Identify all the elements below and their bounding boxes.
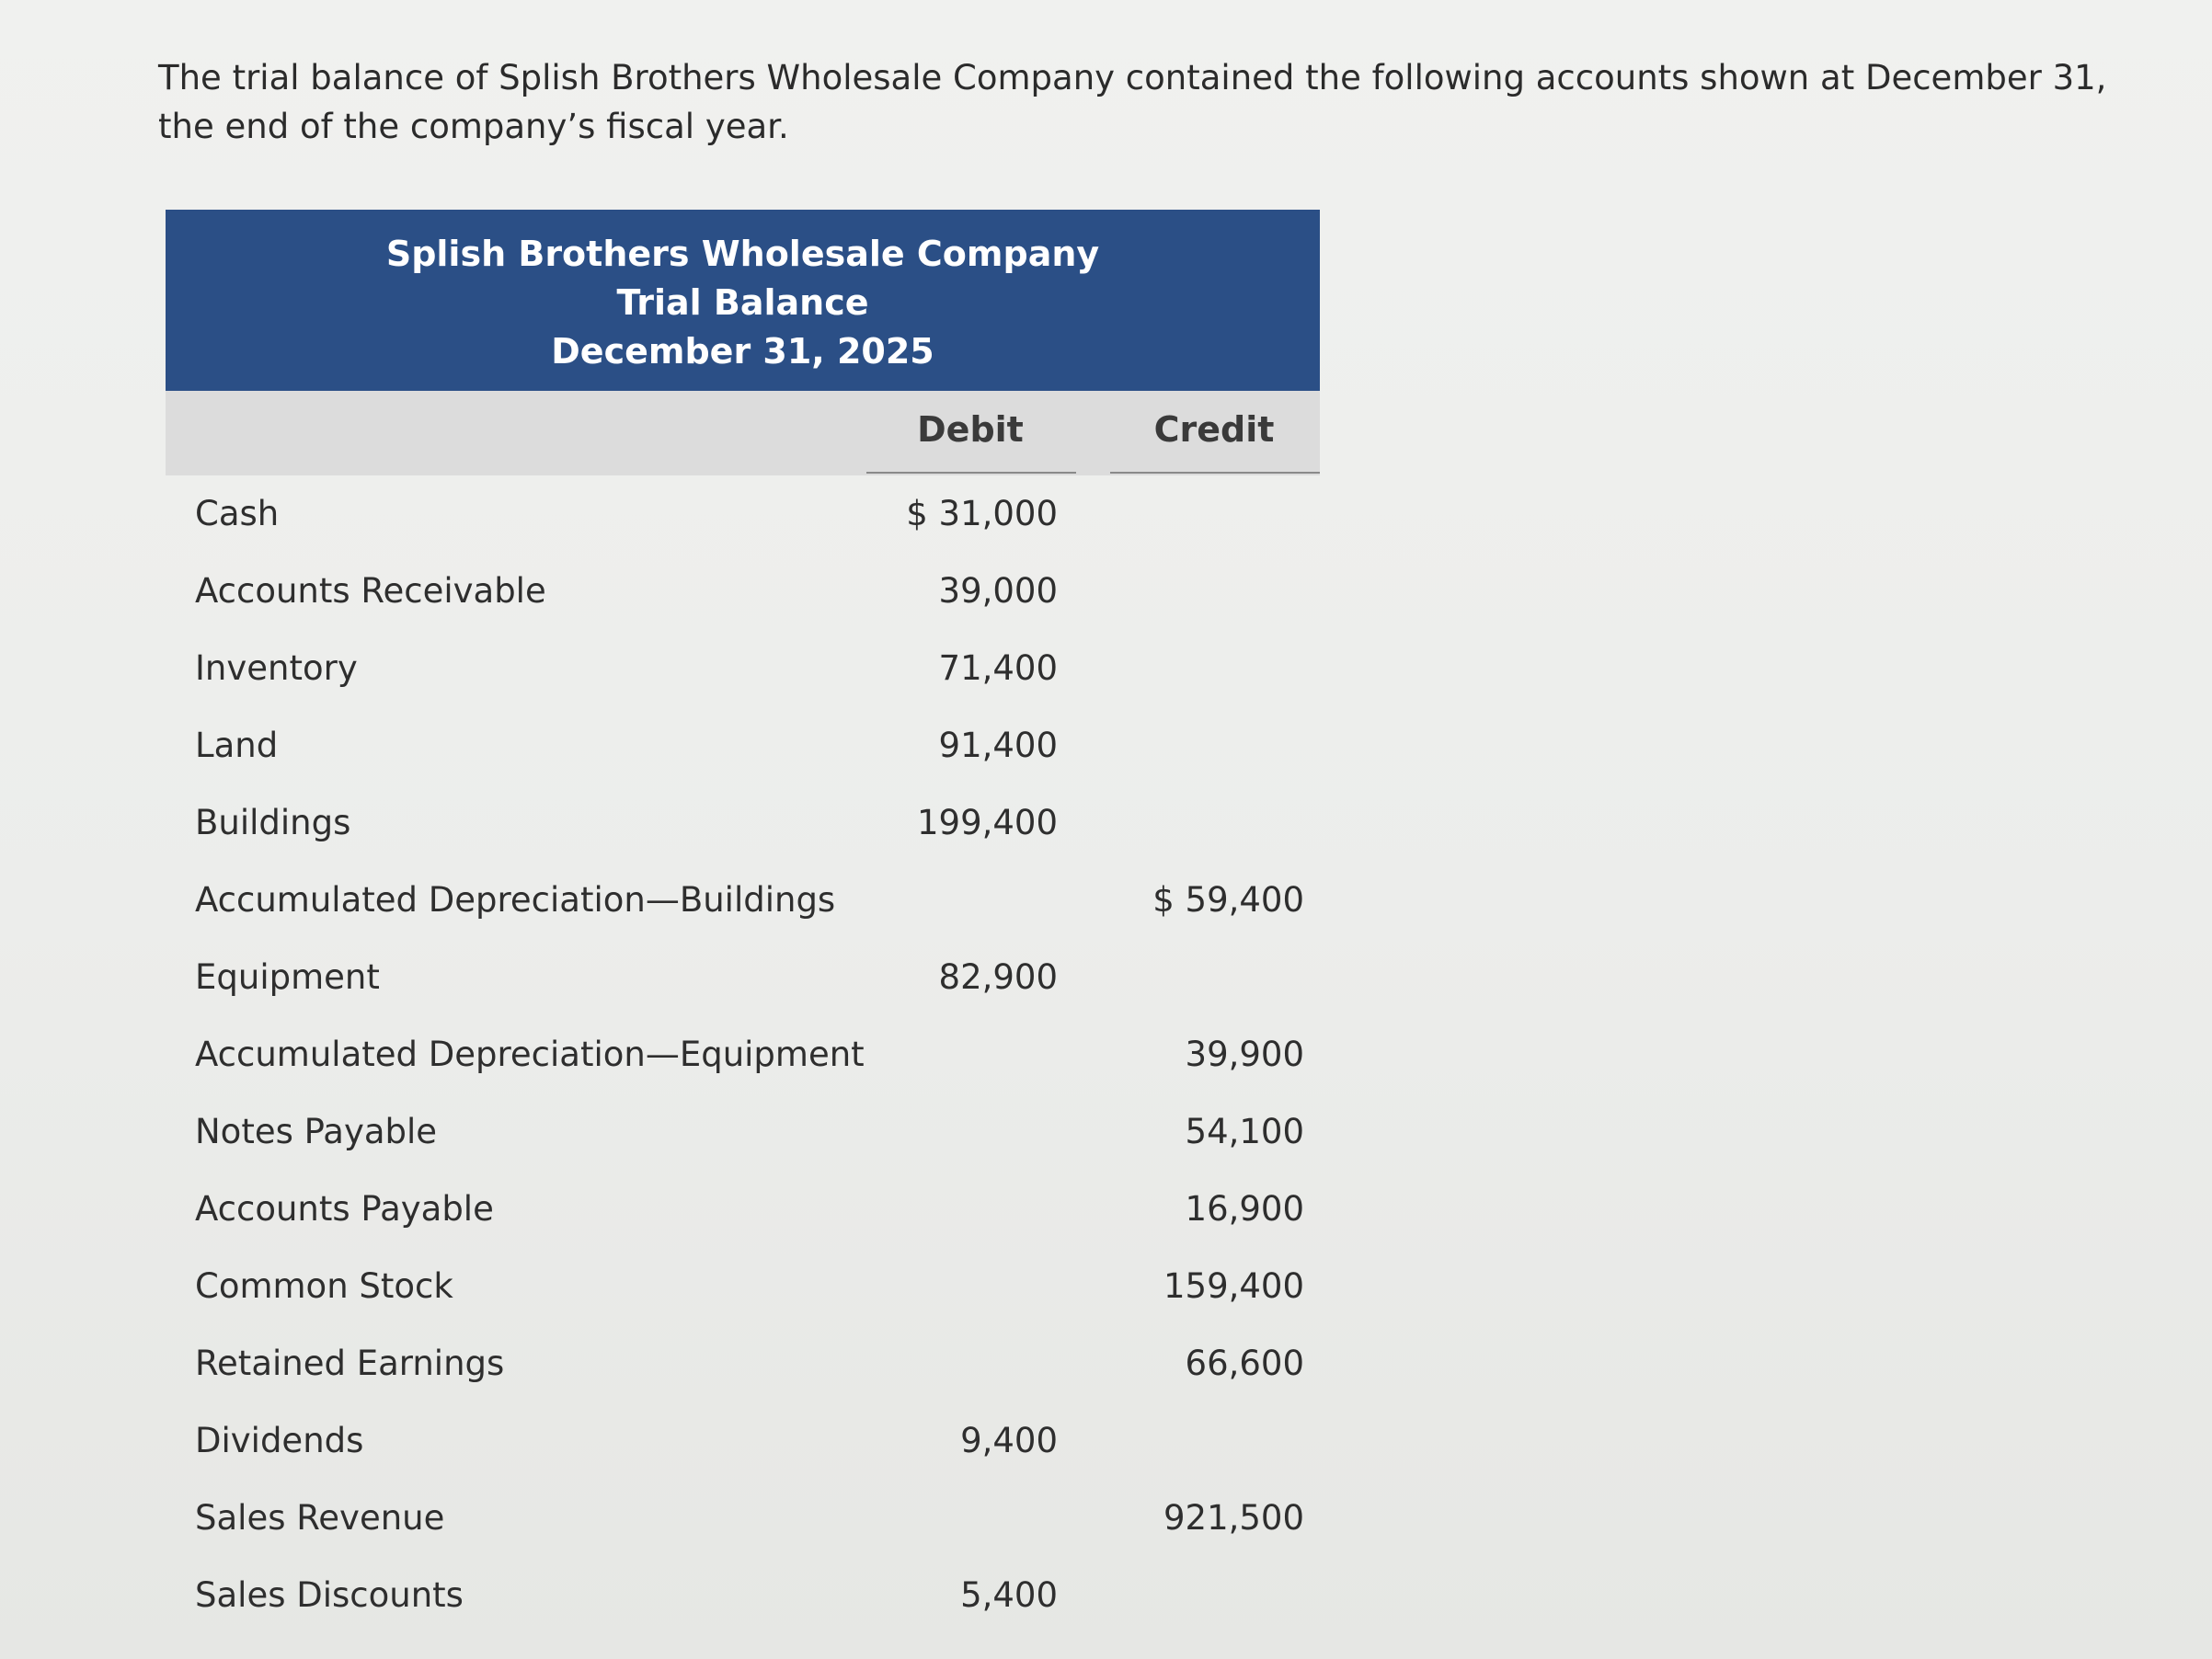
credit-amount: $ 59,400 (1152, 880, 1304, 920)
credit-amount: 66,600 (1185, 1344, 1304, 1383)
debit-amount: 5,400 (960, 1575, 1058, 1615)
account-name: Retained Earnings (195, 1344, 505, 1383)
table-row (166, 1093, 1320, 1171)
credit-amount: 159,400 (1163, 1266, 1304, 1306)
debit-amount: 39,000 (938, 571, 1058, 611)
table-row (166, 1557, 1320, 1634)
table-row (166, 862, 1320, 939)
table-row (166, 1016, 1320, 1093)
statement-date: December 31, 2025 (551, 331, 934, 372)
debit-amount: 71,400 (938, 648, 1058, 688)
statement-title: Trial Balance (616, 282, 869, 323)
account-name: Cash (195, 494, 280, 533)
table-row (166, 1480, 1320, 1557)
table-row (166, 630, 1320, 707)
credit-amount: 921,500 (1163, 1498, 1304, 1538)
debit-header-underline (866, 472, 1076, 474)
credit-header-underline (1110, 472, 1320, 474)
table-row (166, 1402, 1320, 1480)
account-name: Notes Payable (195, 1112, 438, 1151)
account-name: Buildings (195, 803, 351, 842)
account-name: Accounts Receivable (195, 571, 546, 611)
debit-amount: 199,400 (916, 803, 1058, 842)
account-name: Inventory (195, 648, 358, 688)
table-row (166, 939, 1320, 1016)
account-name: Accumulated Depreciation—Buildings (195, 880, 836, 920)
account-name: Land (195, 726, 279, 765)
table-row (166, 1248, 1320, 1325)
trial-balance-table (166, 210, 1320, 1634)
account-name: Sales Revenue (195, 1498, 445, 1538)
column-header-row (166, 391, 1320, 475)
table-row (166, 707, 1320, 784)
account-name: Accumulated Depreciation—Equipment (195, 1035, 865, 1074)
account-name: Equipment (195, 957, 380, 997)
table-row (166, 1325, 1320, 1402)
table-row (166, 553, 1320, 630)
credit-amount: 16,900 (1185, 1189, 1304, 1229)
account-name: Common Stock (195, 1266, 453, 1306)
table-header (166, 210, 1320, 391)
problem-prompt: The trial balance of Splish Brothers Wholesale Company contained the following accounts shown at December 31, the end of the company’s fiscal year. (158, 58, 2107, 146)
table-row (166, 1171, 1320, 1248)
account-name: Dividends (195, 1421, 364, 1460)
table-row (166, 475, 1320, 553)
debit-amount: 91,400 (938, 726, 1058, 765)
account-name: Sales Discounts (195, 1575, 464, 1615)
debit-column-header: Debit (917, 409, 1024, 450)
account-rows (166, 475, 1320, 1634)
table-row (166, 784, 1320, 862)
debit-amount: $ 31,000 (906, 494, 1058, 533)
debit-amount: 9,400 (960, 1421, 1058, 1460)
credit-column-header: Credit (1153, 409, 1275, 450)
account-name: Accounts Payable (195, 1189, 494, 1229)
company-name: Splish Brothers Wholesale Company (385, 234, 1100, 274)
credit-amount: 39,900 (1185, 1035, 1304, 1074)
credit-amount: 54,100 (1185, 1112, 1304, 1151)
debit-amount: 82,900 (938, 957, 1058, 997)
